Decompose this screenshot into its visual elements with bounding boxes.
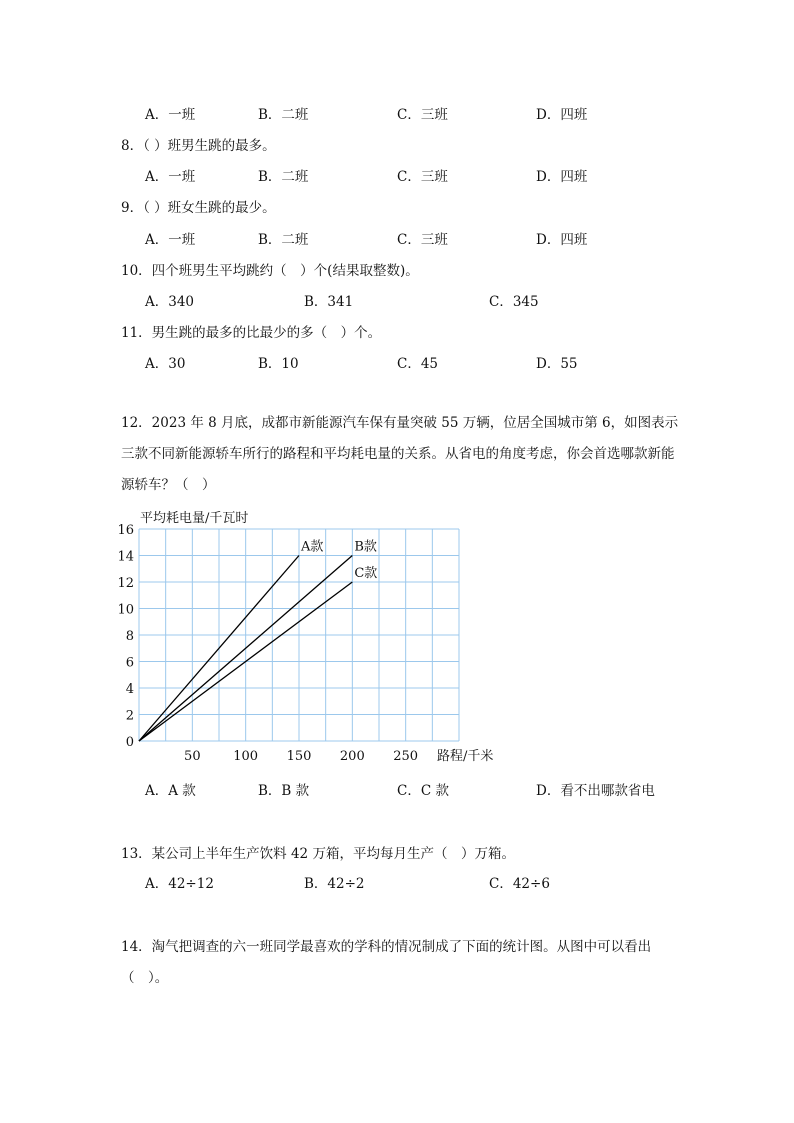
q12-stem: 12．2023 年 8 月底，成都市新能源汽车保有量突破 55 万辆，位居全国城市第 6，如图表示三款不同新能源轿车所行的路程和平均耗电量的关系。从省电的角度考虑，你会首选哪款新能源轿车？（ ）: [121, 415, 679, 493]
q12-option-b: B．B 款: [258, 783, 310, 799]
chart-x-axis-label: 路程/千米: [437, 749, 494, 764]
x-tick-label: 100: [233, 749, 259, 764]
y-tick-label: 8: [125, 629, 134, 644]
q10-stem: 10．四个班男生平均跳约（ ）个(结果取整数)。: [121, 263, 419, 279]
q9-option-c: C．三班: [397, 232, 448, 248]
q14-stem: 14．淘气把调查的六一班同学最喜欢的学科的情况制成了下面的统计图。从图中可以看出（ ）。: [121, 939, 652, 986]
y-tick-label: 6: [125, 655, 134, 671]
q7-option-d: D．四班: [536, 107, 588, 123]
q10-option-a: A．340: [145, 294, 195, 310]
y-tick-label: 4: [125, 682, 134, 697]
y-tick-label: 12: [117, 576, 134, 591]
x-tick-label: 250: [393, 749, 419, 764]
y-tick-label: 0: [125, 735, 134, 750]
q10-option-b: B．341: [304, 294, 354, 310]
q13-option-a: A．42÷12: [145, 876, 214, 892]
q11-option-d: D．55: [536, 356, 578, 372]
q13-option-c: C．42÷6: [489, 876, 550, 892]
q9-option-a: A．一班: [145, 232, 196, 248]
q12-option-c: C．C 款: [397, 783, 449, 799]
q10-option-c: C．345: [489, 294, 539, 310]
q8-option-c: C．三班: [397, 169, 448, 185]
q9-stem: 9．（ ）班女生跳的最少。: [121, 200, 276, 216]
x-tick-label: 200: [339, 749, 365, 764]
x-tick-label: 50: [184, 749, 201, 764]
series-label: C款: [354, 566, 378, 581]
q7-option-b: B．二班: [258, 107, 309, 123]
q8-option-d: D．四班: [536, 169, 588, 185]
x-tick-label: 150: [286, 749, 312, 764]
q11-stem: 11．男生跳的最多的比最少的多（ ）个。: [121, 325, 382, 341]
y-tick-label: 2: [125, 708, 134, 724]
q13-stem: 13．某公司上半年生产饮料 42 万箱，平均每月生产（ ）万箱。: [121, 846, 515, 862]
chart-series: [139, 539, 377, 742]
q11-option-c: C．45: [397, 356, 439, 372]
q9-option-b: B．二班: [258, 232, 309, 248]
series-label: A款: [301, 539, 324, 555]
y-tick-label: 10: [117, 602, 134, 618]
q8-option-a: A．一班: [145, 169, 196, 185]
chart-grid: [139, 529, 459, 741]
series-label: B款: [354, 539, 377, 555]
chart-ticks: [117, 523, 418, 764]
q9-option-d: D．四班: [536, 232, 588, 248]
q8-option-b: B．二班: [258, 169, 309, 185]
q8-stem: 8．（ ）班男生跳的最多。: [121, 138, 276, 154]
q11-option-b: B．10: [258, 356, 299, 372]
q7-option-c: C．三班: [397, 107, 448, 123]
q13-option-b: B．42÷2: [304, 876, 365, 892]
q12-option-a: A．A 款: [145, 783, 196, 799]
y-tick-label: 14: [117, 549, 134, 565]
q11-option-a: A．30: [145, 356, 186, 372]
q12-option-d: D．看不出哪款省电: [536, 783, 655, 799]
chart-y-axis-label: 平均耗电量/千瓦时: [140, 511, 249, 526]
y-tick-label: 16: [117, 523, 134, 538]
q7-option-a: A．一班: [145, 107, 196, 123]
